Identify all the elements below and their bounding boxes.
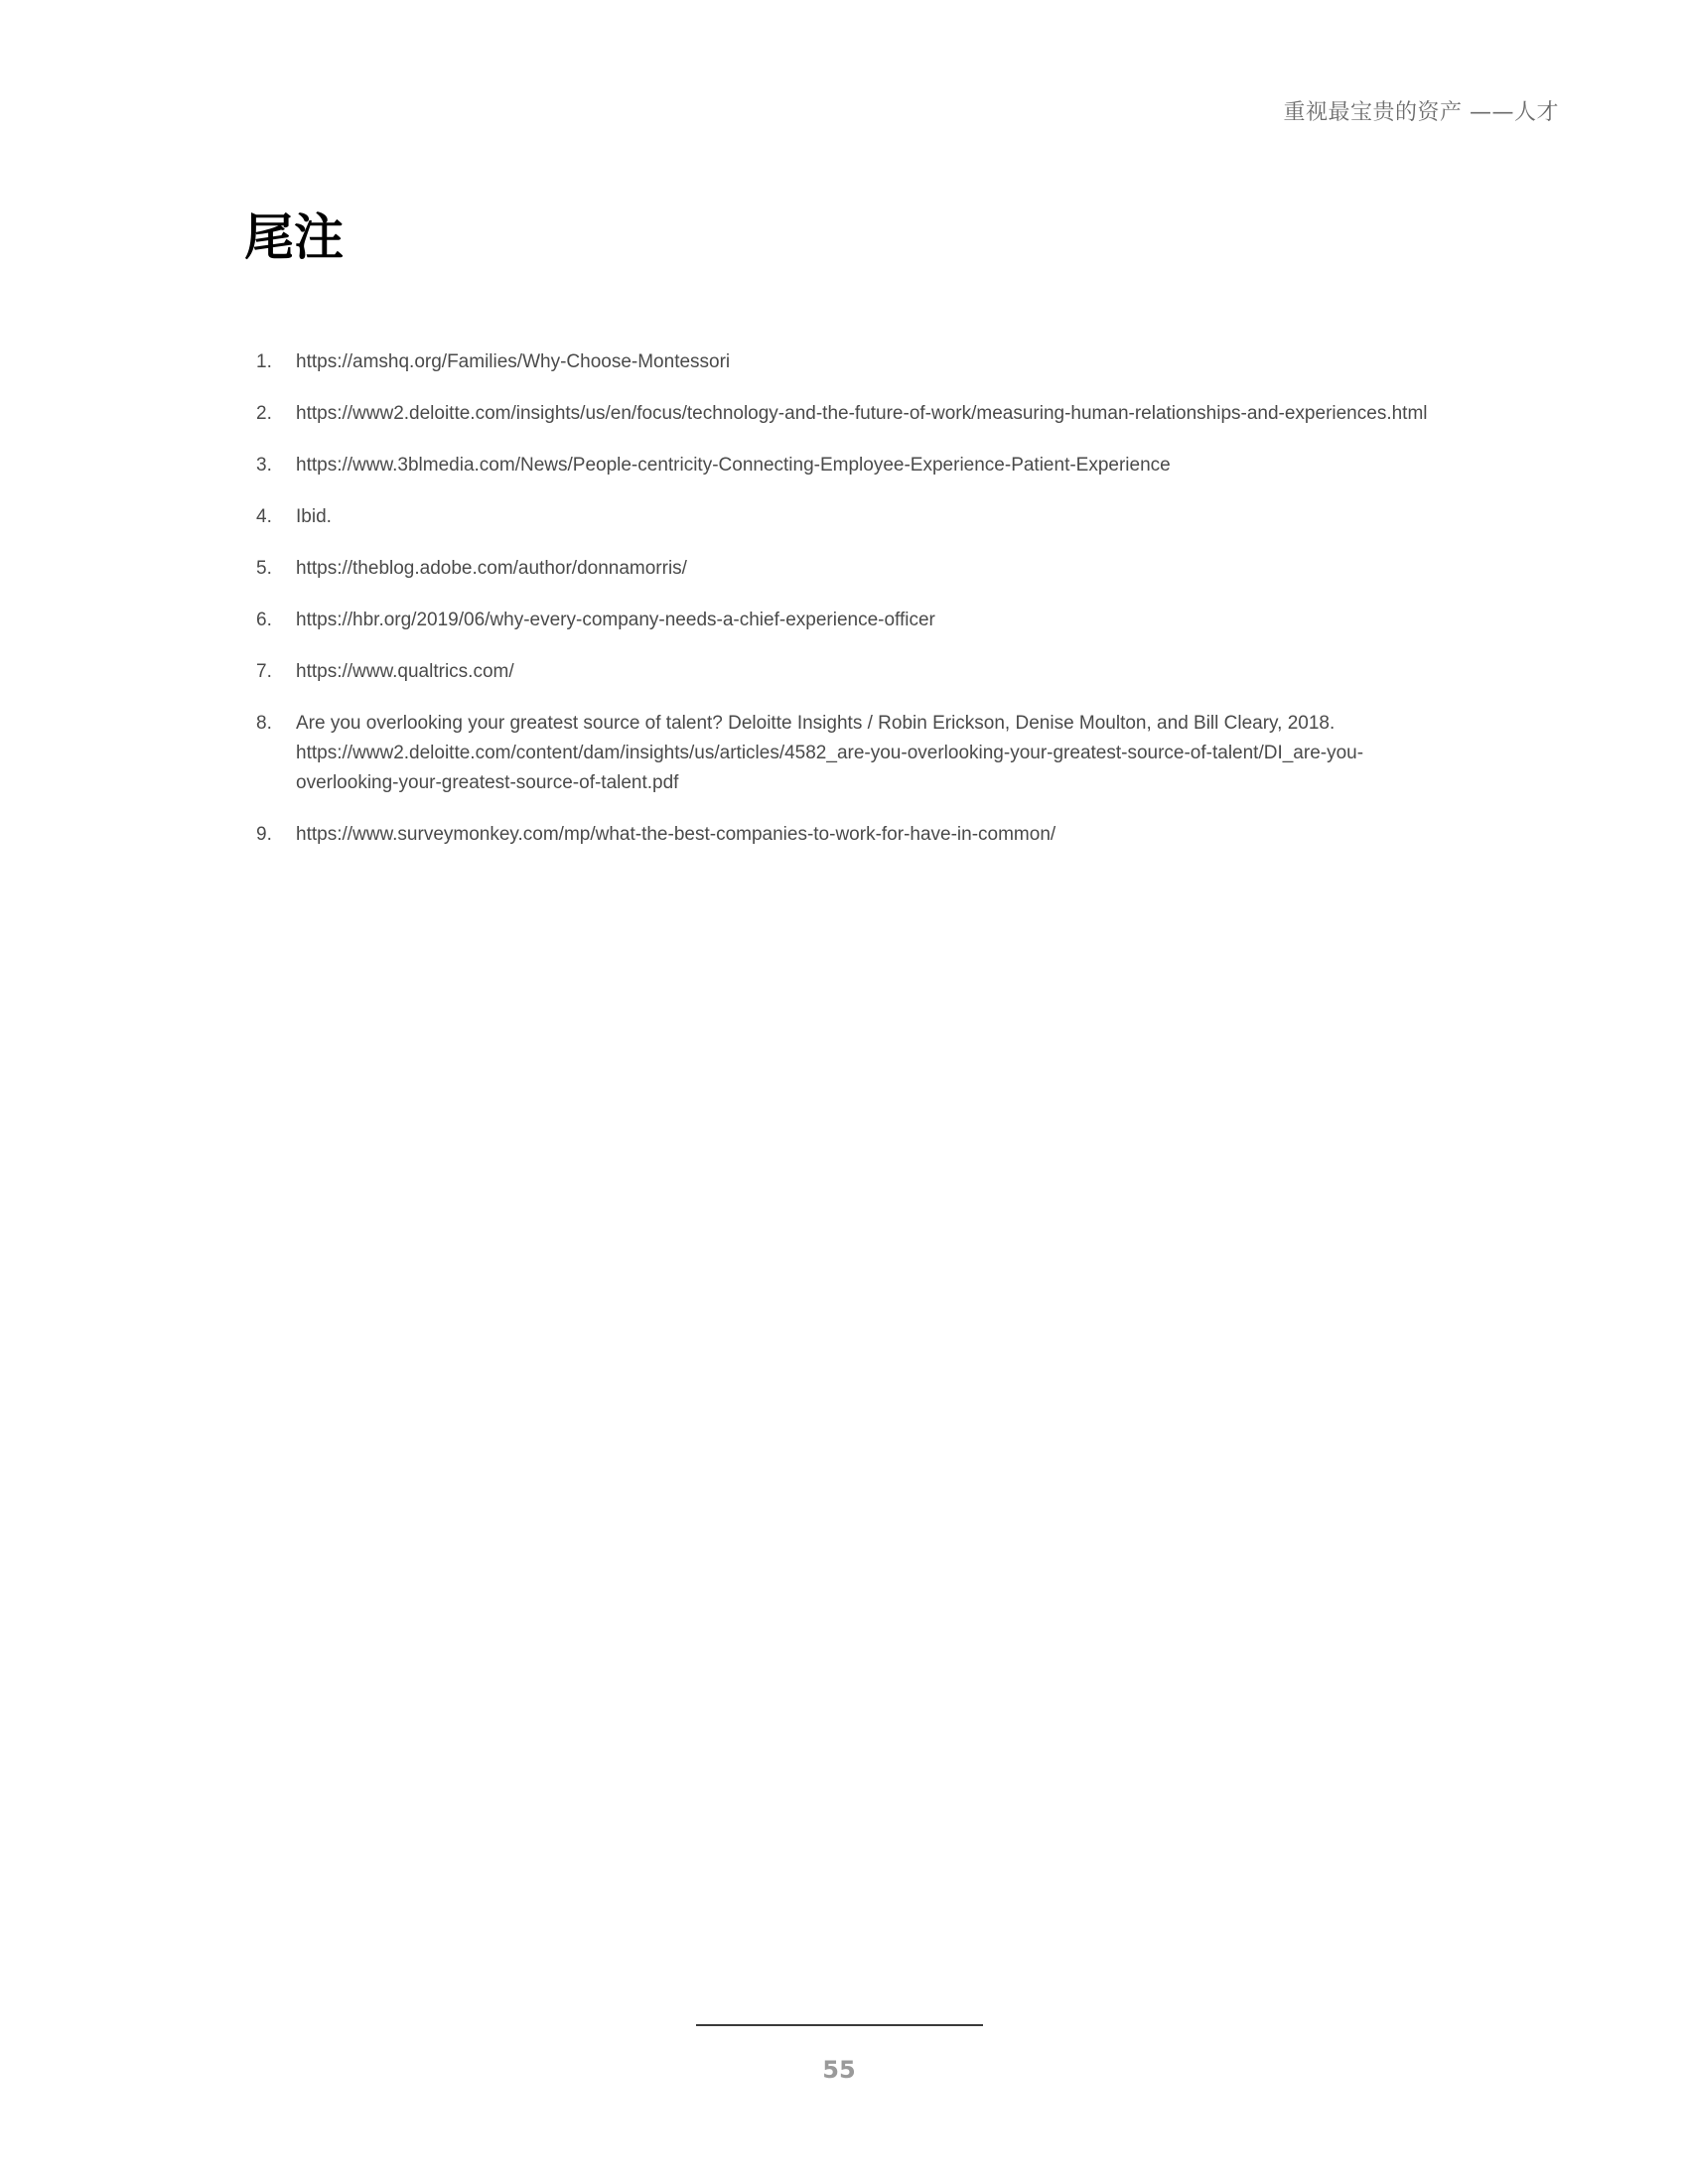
endnote-item <box>244 451 1432 480</box>
endnote-item <box>244 820 1432 850</box>
endnote-item <box>244 657 1432 687</box>
endnote-item <box>244 502 1432 532</box>
endnote-item <box>244 347 1432 377</box>
endnote-text: https://hbr.org/2019/06/why-every-company-needs-a-chief-experience-officer <box>296 610 935 630</box>
endnote-text: Ibid. <box>296 506 332 527</box>
endnote-number: 8. <box>256 713 272 734</box>
endnote-number: 7. <box>256 661 272 682</box>
endnote-text: https://www.qualtrics.com/ <box>296 661 514 682</box>
endnote-number: 2. <box>256 403 272 424</box>
endnote-number: 4. <box>256 506 272 527</box>
running-header: 重视最宝贵的资产 ——人才 <box>1283 100 1559 125</box>
footer-divider <box>696 2024 983 2026</box>
endnote-text: Are you overlooking your greatest source of talent? Deloitte Insights / Robin Erickson, Denise Moulton, and Bill Cleary, 2018. https://www2.deloitte.com/content/dam/insights/us/articles/4582_are-you-overlooking-your-greatest-source-of-talent/DI_are-you-overlooking-your-greatest-source-of-talent.pdf <box>296 713 1364 793</box>
endnote-number: 3. <box>256 455 272 476</box>
endnote-number: 6. <box>256 610 272 630</box>
endnote-text: https://www.surveymonkey.com/mp/what-the-best-companies-to-work-for-have-in-common/ <box>296 824 1056 845</box>
endnote-number: 5. <box>256 558 272 579</box>
endnote-item <box>244 606 1432 635</box>
endnote-number: 1. <box>256 351 272 372</box>
endnote-text: https://www.3blmedia.com/News/People-centricity-Connecting-Employee-Experience-Patient-Experience <box>296 455 1171 476</box>
page-number: 55 <box>822 2056 856 2084</box>
endnote-text: https://theblog.adobe.com/author/donnamorris/ <box>296 558 687 579</box>
endnote-item <box>244 554 1432 584</box>
endnotes-list <box>244 347 1432 872</box>
endnote-item <box>244 709 1432 798</box>
endnote-text: https://www2.deloitte.com/insights/us/en/focus/technology-and-the-future-of-work/measuring-human-relationships-and-experiences.html <box>296 403 1428 424</box>
endnote-item <box>244 399 1432 429</box>
endnote-number: 9. <box>256 824 272 845</box>
endnote-text: https://amshq.org/Families/Why-Choose-Montessori <box>296 351 731 372</box>
page-title: 尾注 <box>244 208 344 266</box>
